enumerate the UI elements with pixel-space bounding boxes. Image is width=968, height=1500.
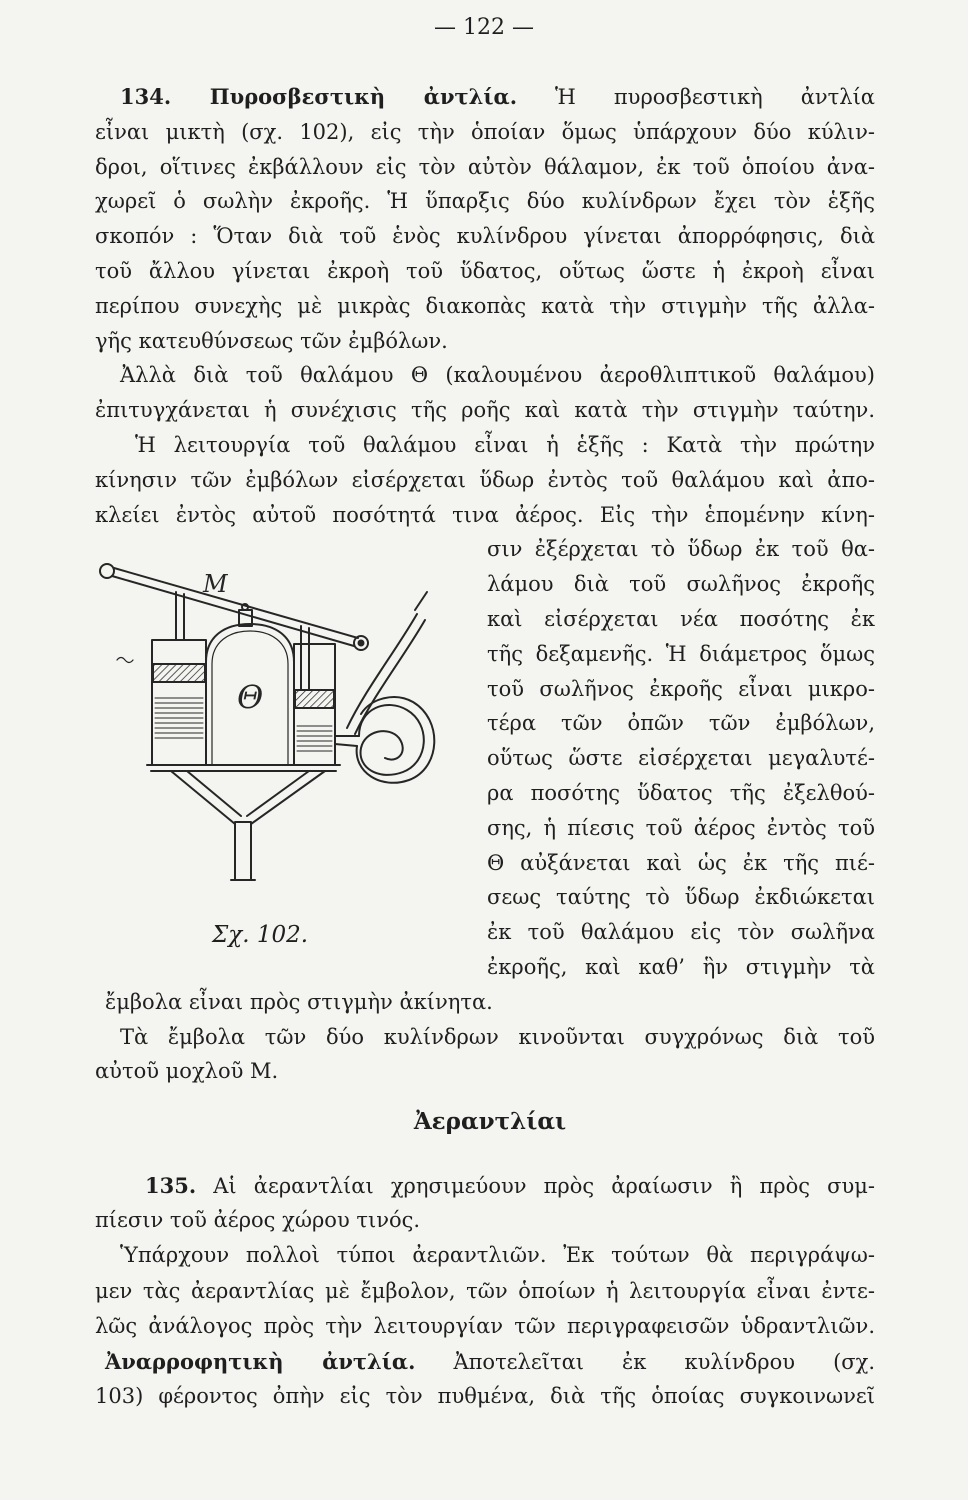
text-line: οὕτως ὥστε εἰσέρχεται μεγαλυτέ- <box>487 746 875 771</box>
text-line: Ὑπάρχουν πολλοὶ τύποι ἀεραντλιῶν. Ἐκ τούτων θὰ περιγράψω- <box>120 1243 875 1268</box>
text-line <box>95 1344 875 1379</box>
text-line: εἶναι μικτὴ (σχ. 102), εἰς τὴν ὁποίαν ὅμως ὑπάρχουν δύο κύλιν- <box>95 119 875 144</box>
text-line: κίνησιν τῶν ἐμβόλων εἰσέρχεται ὕδωρ ἐντὸς τοῦ θαλάμου καὶ ἀπο- <box>95 467 875 492</box>
main-text-lower <box>95 1168 875 1414</box>
text-line <box>95 80 875 115</box>
text-line: σεως ταύτης τὸ ὕδωρ ἐκδιώκεται <box>487 885 875 910</box>
text-line: κλείει ἐντὸς αὐτοῦ ποσότητά τινα ἀέρος. Εἰς τὴν ἑπομένην κίνη- <box>95 502 875 527</box>
text-line: καὶ εἰσέρχεται νέα ποσότης ἐκ <box>487 606 875 631</box>
text-line: Ἀλλὰ διὰ τοῦ θαλάμου Θ (καλουμένου ἀεροθλιπτικοῦ θαλάμου) <box>120 363 875 388</box>
text-line: τοῦ ἄλλου γίνεται ἐκροὴ τοῦ ὕδατος, οὕτως ὥστε ἡ ἐκροὴ εἶναι <box>95 258 875 283</box>
chamber-label: Θ <box>237 678 264 716</box>
text-line: λάμου διὰ τοῦ σωλῆνος ἐκροῆς <box>487 572 875 597</box>
suction-pump-title: Ἀναρροφητικὴ ἀντλία. <box>105 1348 416 1374</box>
text-line: χωρεῖ ὁ σωλὴν ἐκροῆς. Ἡ ὕπαρξις δύο κυλίνδρων ἔχει τὸν ἑξῆς <box>95 189 875 214</box>
text-line-content: Αἱ ἀεραντλίαι χρησιμεύουν πρὸς ἀραίωσιν ἢ πρὸς συμ- <box>213 1174 875 1198</box>
text-line: Θ αὐξάνεται καὶ ὡς ἐκ τῆς πιέ- <box>487 850 875 875</box>
figure-caption: Σχ. 102. <box>212 922 309 948</box>
text-line: αὐτοῦ μοχλοῦ Μ. <box>95 1059 279 1084</box>
fire-pump-figure <box>95 540 475 920</box>
text-line-content: Ἡ πυροσβεστικὴ ἀντλία <box>555 85 875 109</box>
text-line: σιν ἐξέρχεται τὸ ὕδωρ ἐκ τοῦ θα- <box>487 537 875 562</box>
text-line: δροι, οἵτινες ἐκβάλλουν εἰς τὸν αὐτὸν θάλαμον, ἐκ τοῦ ὁποίου ἀνα- <box>95 154 875 179</box>
text-line: τῆς δεξαμενῆς. Ἡ διάμετρος ὅμως <box>487 641 875 666</box>
lever-label: M <box>203 570 228 598</box>
left-piston <box>153 664 205 682</box>
lever-end-pin <box>359 641 364 646</box>
hose-coil <box>359 705 424 775</box>
text-line <box>95 1168 875 1203</box>
base-plate <box>147 765 340 771</box>
text-line: Ἡ λειτουργία τοῦ θαλάμου εἶναι ἡ ἑξῆς : Κατὰ τὴν πρώτην <box>135 432 875 457</box>
text-line: Τὰ ἔμβολα τῶν δύο κυλίνδρων κινοῦνται συγχρόνως διὰ τοῦ <box>120 1024 875 1049</box>
text-line: λῶς ἀνάλογος πρὸς τὴν λειτουργίαν τῶν περιγραφεισῶν ὑδραντλιῶν. <box>95 1313 875 1338</box>
intake-pipes <box>171 771 325 824</box>
text-line: περίπου συνεχὴς μὲ μικρὰς διακοπὰς κατὰ τὴν στιγμὴν τῆς ἀλλα- <box>95 293 875 318</box>
text-line: ἐπιτυγχάνεται ἡ συνέχισις τῆς ροῆς καὶ κατὰ τὴν στιγμὴν ταύτην. <box>95 398 875 423</box>
nozzle <box>415 592 427 610</box>
text-line: ἔμβολα εἶναι πρὸς στιγμὴν ἀκίνητα. <box>105 989 493 1014</box>
water-lines-right <box>297 726 332 751</box>
text-line-content: Ἀποτελεῖται ἐκ κυλίνδρου (σχ. <box>453 1349 876 1374</box>
page-number: — 122 — <box>434 15 534 40</box>
text-line: ἐκ τοῦ θαλάμου εἰς τὸν σωλῆνα <box>487 920 875 945</box>
outflow-hose <box>335 736 359 746</box>
text-line: σκοπόν : Ὅταν διὰ τοῦ ἑνὸς κυλίνδρου γίνεται ἀπορρόφησις, διὰ <box>95 224 875 249</box>
section-134-title: 134. Πυροσβεστικὴ ἀντλία. <box>120 84 518 109</box>
text-line: τοῦ σωλῆνος ἐκροῆς εἶναι μικρο- <box>487 676 875 701</box>
air-pumps-heading: Ἀεραντλίαι <box>413 1108 567 1135</box>
text-line: ἐκροῆς, καὶ καθ’ ἣν στιγμὴν τὰ <box>487 954 875 979</box>
water-lines-left <box>155 698 203 738</box>
text-line: τέρα τῶν ὀπῶν τῶν ἐμβόλων, <box>487 711 875 736</box>
right-piston-rod <box>301 626 309 690</box>
right-piston <box>295 690 334 708</box>
lever-bar <box>112 568 358 646</box>
section-135-number: 135. <box>145 1173 197 1198</box>
text-line: πίεσιν τοῦ ἀέρος χώρου τινός. <box>95 1208 421 1233</box>
text-line: γῆς κατευθύνσεως τῶν ἐμβόλων. <box>95 328 448 353</box>
left-piston-rod <box>176 592 184 640</box>
text-line: μεν τὰς ἀεραντλίας μὲ ἔμβολον, τῶν ὁποίων ἡ λειτουργία εἶναι ἐντε- <box>95 1278 875 1303</box>
text-line: 103) φέροντος ὀπὴν εἰς τὸν πυθμένα, διὰ τῆς ὁποίας συγκοινωνεῖ <box>95 1384 875 1409</box>
ink-squiggle <box>117 658 133 663</box>
text-line: ρα ποσότης ὕδατος τῆς ἐξελθού- <box>487 780 875 805</box>
pivot-pin <box>242 604 248 610</box>
intake-pipe-vertical <box>235 822 251 880</box>
text-line: σης, ἡ πίεσις τοῦ ἀέρος ἐντὸς τοῦ <box>487 815 875 840</box>
